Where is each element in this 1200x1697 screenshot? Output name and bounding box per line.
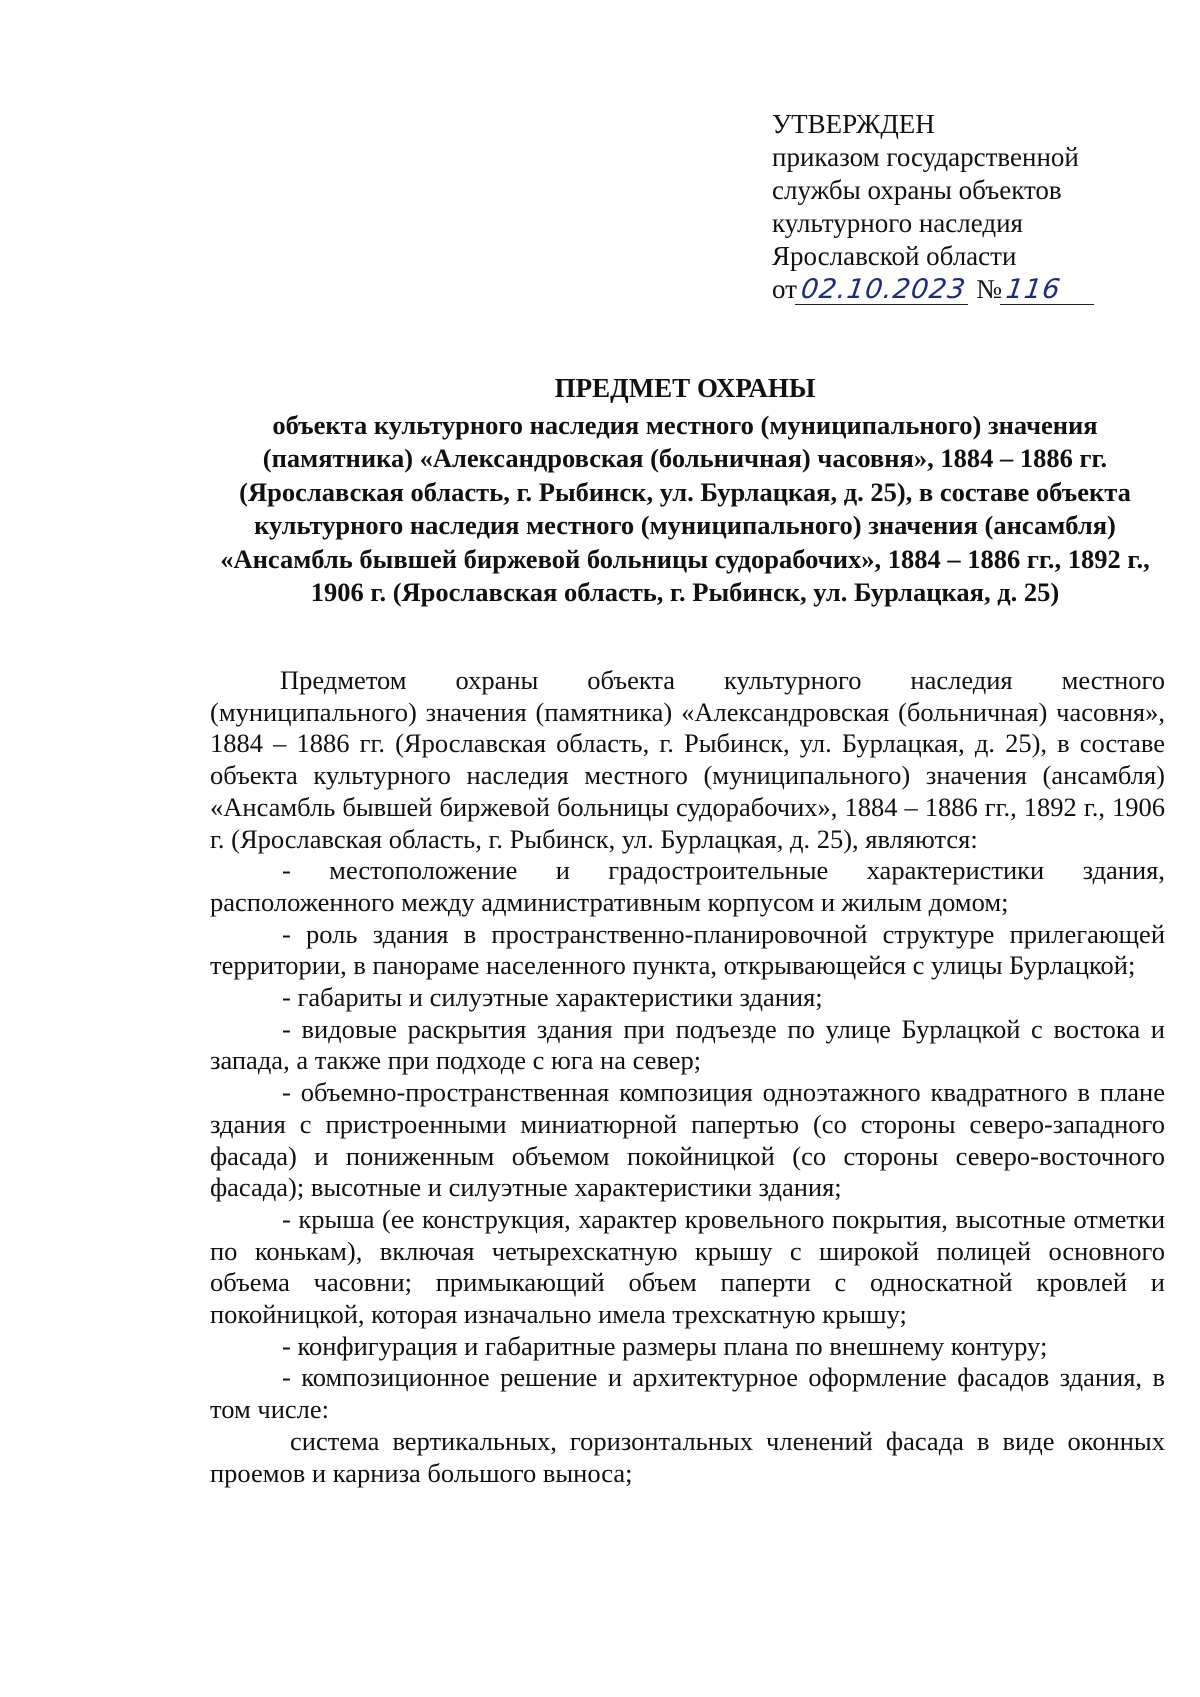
document-body [210, 665, 1165, 1489]
handwritten-date: 02.10.2023 [795, 276, 972, 305]
list-item: - видовые раскрытия здания при подъезде по улице Бурлацкой с востока и запада, а также при подходе с юга на север; [210, 1013, 1165, 1076]
approval-date-line [772, 273, 1132, 306]
approval-line-2: службы охраны объектов [772, 175, 1062, 205]
list-item: - крыша (ее конструкция, характер кровельного покрытия, высотные отметки по конькам), включая четырехскатную крышу с широкой полицей основного объема часовни; примыкающий объем паперти с односкатной кровлей и покойницкой, которая изначально имела трехскатную крышу; [210, 1203, 1165, 1330]
handwritten-number: 116 [1000, 276, 1098, 305]
list-item: - композиционное решение и архитектурное оформление фасадов здания, в том числе: [210, 1362, 1165, 1425]
list-item: - конфигурация и габаритные размеры плана по внешнему контуру; [282, 1330, 1048, 1361]
list-item: - местоположение и градостроительные характеристики здания, расположенного между административным корпусом и жилым домом; [210, 855, 1165, 917]
approval-line-4: Ярославской области [772, 241, 1017, 271]
list-item: - габариты и силуэтные характеристики здания; [282, 982, 823, 1013]
sub-list-item: система вертикальных, горизонтальных членений фасада в виде оконных проемов и карниза большого выноса; [210, 1425, 1165, 1488]
approval-line-3: культурного наследия [772, 208, 1023, 238]
approval-line-1: приказом государственной [772, 142, 1079, 172]
intro-paragraph: Предметом охраны объекта культурного наследия местного (муниципального) значения (памятника) «Александровская (больничная) часовня», 1884 – 1886 гг. (Ярославская область, г. Рыбинск, ул. Бурлацкая, д. 25), в составе объекта культурного наследия местного (муниципального) значения (ансамбля) «Ансамбль бывшей биржевой больницы судорабочих», 1884 – 1886 гг., 1892 г., 1906 г. (Ярославская область, г. Рыбинск, ул. Бурлацкая, д. 25), являются: [210, 665, 1165, 854]
number-sign: № [976, 274, 1003, 304]
approval-block [772, 108, 1132, 306]
document-title: ПРЕДМЕТ ОХРАНЫ [554, 373, 816, 403]
date-prefix: от [772, 274, 797, 304]
document-title-block [205, 372, 1165, 610]
approval-heading: УТВЕРЖДЕН [772, 109, 935, 139]
document-subtitle: объекта культурного наследия местного (муниципального) значения (памятника) «Александровская (больничная) часовня», 1884 – 1886 гг. (Ярославская область, г. Рыбинск, ул. Бурлацкая, д. 25), в составе объекта культурного наследия местного (муниципального) значения (ансамбля) «Ансамбль бывшей биржевой больницы судорабочих», 1884 – 1886 гг., 1892 г., 1906 г. (Ярославская область, г. Рыбинск, ул. Бурлацкая, д. 25) [220, 409, 1150, 607]
list-item: - объемно-пространственная композиция одноэтажного квадратного в плане здания с пристроенными миниатюрной папертью (со стороны северо-западного фасада) и пониженным объемом покойницкой (со стороны северо-восточного фасада); высотные и силуэтные характеристики здания; [210, 1077, 1165, 1203]
list-item: - роль здания в пространственно-планировочной структуре прилегающей территории, в панораме населенного пункта, открывающейся с улицы Бурлацкой; [210, 918, 1165, 981]
